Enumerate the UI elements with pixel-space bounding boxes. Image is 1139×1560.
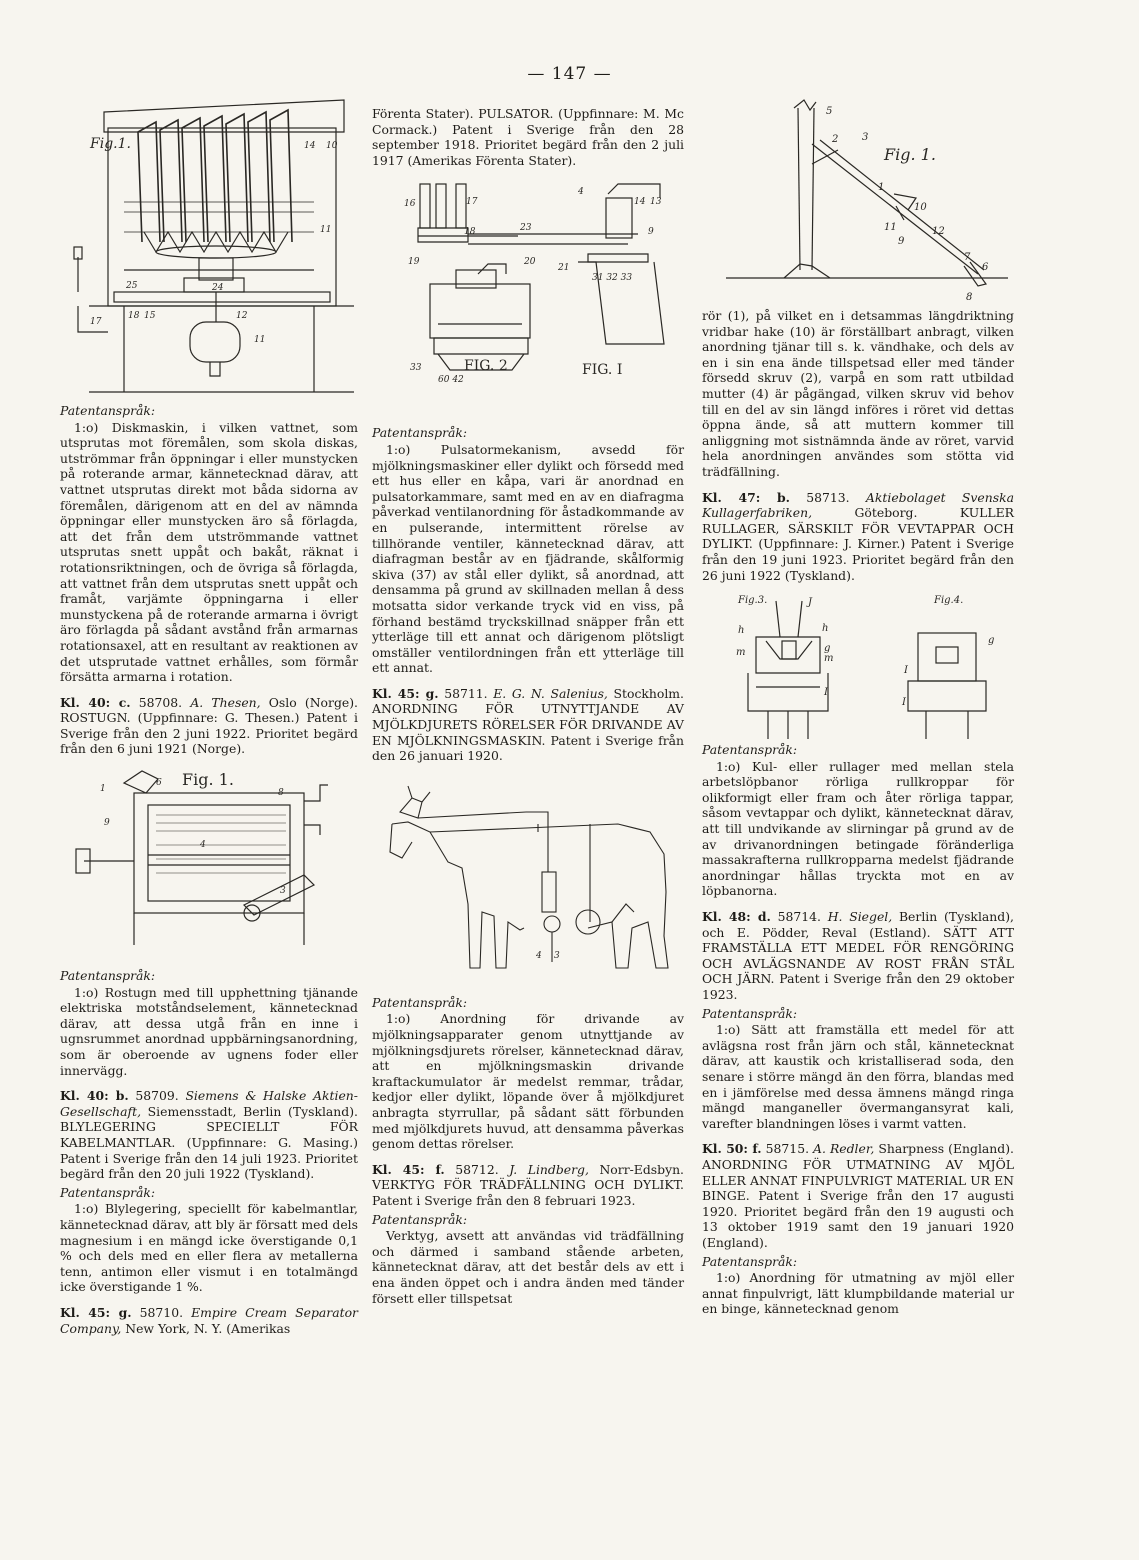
tree-tool-figure <box>708 94 1008 304</box>
svg-text:24: 24 <box>212 283 224 293</box>
claim-label: Patentanspråk: <box>60 968 156 984</box>
patent-entry <box>702 909 1014 1003</box>
svg-text:3: 3 <box>862 132 869 143</box>
applicant-name: Siemens & Halske Aktien-Gesellschaft, <box>60 1088 358 1119</box>
svg-text:g: g <box>988 635 995 647</box>
svg-text:19: 19 <box>408 257 420 268</box>
class-code: Kl. 45: f. <box>372 1161 445 1177</box>
column-1 <box>60 92 358 1336</box>
pulsator-figure-label-1: FIG. I <box>582 362 623 379</box>
svg-text:9: 9 <box>898 236 905 247</box>
svg-text:1: 1 <box>100 784 106 795</box>
class-code: Kl. 45: g. <box>372 685 439 701</box>
svg-text:I: I <box>824 687 828 699</box>
svg-text:11: 11 <box>884 222 897 233</box>
oven-figure <box>64 765 354 965</box>
bearing-figure <box>708 589 1008 739</box>
bearing-figure-label-4: Fig.4. <box>934 595 964 607</box>
svg-text:17: 17 <box>90 317 102 327</box>
svg-text:5: 5 <box>826 106 833 117</box>
dishwasher-figure-label: Fig.1. <box>90 136 131 152</box>
pulsator-figure <box>378 174 678 422</box>
claim-text: 1:o) Anordning för drivande av mjölkningsapparater genom utnyttjande av mjölkningsdjurets rörelser, kännetecknad därav, att en mjölkningsmaskin drivande kraftackumulator är medelst remmar, trådar, kedjor eller dylikt, löpande över å mjölkdjuret anbragta styrrullar, på sådant sätt förbunden med mjölkdjurets huvud, att densamma påverkas genom dettas rörelser. <box>372 1011 684 1152</box>
svg-text:12: 12 <box>932 226 945 237</box>
entry-text: Stockholm. ANORDNING FÖR UTNYTTJANDE AV MJÖLKDJURETS RÖRELSER FÖR DRIVANDE AV EN MJÖLKNINGSMASKIN. Patent i Sverige från den 26 januari 1920. <box>372 685 684 764</box>
class-code: Kl. 47: b. <box>702 489 790 505</box>
claim-label: Patentanspråk: <box>372 994 468 1010</box>
class-code: Kl. 40: b. <box>60 1088 129 1104</box>
svg-text:18: 18 <box>128 311 140 321</box>
svg-text:I: I <box>904 665 908 677</box>
entry-text: Oslo (Norge). ROSTUGN. (Uppfinnare: G. Thesen.) Patent i Sverige från den 2 juni 1922. Prioritet begärd från den 6 juni 1921 (Norge). <box>60 694 358 757</box>
claim-text: 1:o) Kul- eller rullager med mellan stela arbetslöpbanor rörliga rullkroppar för olikformigt eller fram och åter rörliga tappar, såsom vevtappar och dylikt, kännetecknat därav, att till undvikande av slirningar på grund av de av drivanordningen betingade föränderliga massakrafterna rullkropparna medelst fjädrande anordningar hållas tryckta mot en av löpbanorna. <box>702 758 1014 899</box>
claim-label: Patentanspråk: <box>702 1253 798 1269</box>
svg-text:11: 11 <box>254 335 266 345</box>
claim-label: Patentanspråk: <box>702 1005 798 1021</box>
patent-number: 58708. <box>138 694 183 710</box>
svg-text:g: g <box>824 643 831 655</box>
applicant-name: E. G. N. Salenius, <box>493 685 608 701</box>
svg-text:11: 11 <box>320 225 332 235</box>
patent-number: 58711. <box>444 685 488 701</box>
continuation-text: rör (1), på vilket en i detsammas längdriktning vridbar hake (10) är förställbart anbragt, vilken anordning tjänar till s. k. vändhake, och dels av en i sin ena ände tillspetsad eller med tänder försedd skruv (2), varpå en som ratt utbildad mutter (4) är pågängad, vilken skruv vid behov till en del av sin längd införes i röret vid dettas öppna ände, så att muttern kommer till anliggning mot sistnämnda ände av röret, varvid hela anordningen användes som stötta vid trädfällning. <box>702 308 1014 479</box>
patent-number: 58713. <box>806 489 850 505</box>
class-code: Kl. 40: c. <box>60 694 131 710</box>
claim-label: Patentanspråk: <box>60 1184 156 1200</box>
claim-text: 1:o) Diskmaskin, i vilken vattnet, som utsprutas mot föremålen, som skola diskas, utströmmar från öppningar i eller munstycken på roterande armar, kännetecknad därav, att vattnet utsprutas direkt mot båda sidorna av föremålen, därigenom att en del av nämnda öppningar eller munstycken äro så förlagda, att det från dem utströmmande vattnet utsprutas snett uppåt och bakåt, räknat i rotationsriktningen, och de övriga så förlagda, att vattnet från dem utsprutas snett uppåt och framåt, varjämte öppningarna i eller munstyckena på de roterande armarna i övrigt äro förlagda på sådant avstånd från armarnas rotationsaxel, att en resultant av reaktionen av det utsprutade vattnet erhålles, som förmår försätta armarna i rotation. <box>60 419 358 685</box>
svg-text:21: 21 <box>558 263 570 274</box>
entry-text: Göteborg. KULLER RULLAGER, SÄRSKILT FÖR VEVTAPPAR OCH DYLIKT. (Uppfinnare: J. Kirner.) Patent i Sverige från den 19 juni 1923. Prioritet begärd från den 26 juni 1922 (Tyskland). <box>702 505 1014 583</box>
claim-text: 1:o) Sätt att framställa ett medel för att avlägsna rost från järn och stål, kännetecknat därav, att kaustik och kristalliserad soda, den senare i större mängd än den förra, blandas med en i jämförelse med dessa ämnens mängd ringa mängd manganeller övermangansyrat kali, varefter blandningen löses i varmt vatten. <box>702 1022 1014 1131</box>
patent-entry <box>702 1141 1014 1250</box>
class-code: Kl. 45: g. <box>60 1304 132 1320</box>
continuation-text: Förenta Stater). PULSATOR. (Uppfinnare: M. Mc Cormack.) Patent i Sverige från den 28 september 1918. Prioritet begärd från den 2 juli 1917 (Amerikas Förenta Stater). <box>372 106 684 168</box>
svg-text:13: 13 <box>650 197 662 208</box>
entry-text: Sharpness (England). ANORDNING FÖR UTMATNING AV MJÖL ELLER ANNAT FINPULVRIGT MATERIAL UR EN BINGE. Patent i Sverige från den 17 augusti 1920. Prioritet begärd från den 19 augusti och 13 oktober 1919 samt den 19 januari 1920 (England). <box>702 1141 1014 1250</box>
patent-entry <box>60 1088 358 1182</box>
claim-text: 1:o) Blylegering, speciellt för kabelmantlar, kännetecknad därav, att bly är försatt med dels magnesium i en mängd icke överstigande 0,1 % och dels med en eller flera av metallerna tenn, antimon eller vismut i en totalmängd icke överstigande 1 %. <box>60 1201 358 1295</box>
svg-text:2: 2 <box>832 134 839 145</box>
svg-text:15: 15 <box>144 311 156 321</box>
svg-text:33: 33 <box>410 363 422 374</box>
svg-text:1: 1 <box>878 182 885 193</box>
patent-entry <box>372 686 684 764</box>
entry-text: Berlin (Tyskland), och E. Pödder, Reval (Estland). SÄTT ATT FRAMSTÄLLA ETT MEDEL FÖR RENGÖRING OCH AVLÄGSNANDE AV ROST FRÅN STÅL OCH JÄRN. Patent i Sverige från den 29 oktober 1923. <box>702 909 1014 1002</box>
patent-number: 58712. <box>455 1161 499 1177</box>
svg-text:14: 14 <box>634 197 646 208</box>
svg-text:9: 9 <box>104 818 110 829</box>
svg-text:6: 6 <box>156 778 162 789</box>
svg-text:h: h <box>822 623 829 635</box>
svg-text:20: 20 <box>524 257 536 268</box>
svg-text:10: 10 <box>326 141 338 151</box>
milking-cow-figure <box>378 772 678 992</box>
svg-text:4: 4 <box>578 187 584 198</box>
dishwasher-figure <box>64 92 354 400</box>
patent-number: 58714. <box>777 909 821 925</box>
patent-number: 58710. <box>139 1304 184 1320</box>
applicant-name: J. Lindberg, <box>509 1161 589 1177</box>
applicant-name: Empire Cream Separator Company, <box>60 1304 358 1336</box>
svg-text:m: m <box>824 653 834 665</box>
svg-text:4: 4 <box>200 840 206 851</box>
claim-label: Patentanspråk: <box>60 403 156 418</box>
applicant-name: A. Thesen, <box>190 694 261 710</box>
patent-entry <box>702 490 1014 584</box>
oven-figure-label: Fig. 1. <box>182 770 234 790</box>
svg-text:6: 6 <box>982 262 989 273</box>
bearing-figure-label-3: Fig.3. <box>738 595 768 607</box>
svg-text:12: 12 <box>236 311 248 321</box>
svg-text:18: 18 <box>464 227 476 238</box>
claim-text: 1:o) Pulsatormekanism, avsedd för mjölkningsmaskiner eller dylikt och försedd med ett hus eller en kåpa, vari är anordnad en pulsatorkammare, samt med en av en diafragma påverkad ventilanordning för åstadkommande av en pulserande, intermittent rörelse av tillhörande ventiler, kännetecknad därav, att diafragman består av en fjädrande, skålformig skiva (37) av stål eller dylikt, så anordnad, att densamma på grund av skillnaden mellan å dess motsatta sidor verkande tryck vid en viss, på förhand bestämd tryckskillnad snäpper från ett ytterläge till ett annat och därigenom plötsligt omställer ventilordningen från ett ytterläge till ett annat. <box>372 441 684 676</box>
claim-label: Patentanspråk: <box>702 742 798 758</box>
claim-label: Patentanspråk: <box>372 1211 468 1227</box>
class-code: Kl. 48: d. <box>702 909 771 925</box>
patent-number: 58715. <box>765 1141 810 1157</box>
svg-text:17: 17 <box>466 197 478 208</box>
claim-text: Verktyg, avsett att användas vid trädfällning och därmed i samband stående arbeten, kännetecknat därav, att det består dels av ett i ena änden öppet och i andra änden med tänder försett eller tillspetsat <box>372 1228 684 1306</box>
svg-text:14: 14 <box>304 141 316 151</box>
claim-text: 1:o) Anordning för utmatning av mjöl eller annat finpulvrigt, lätt klumpbildande material ur en binge, kännetecknad genom <box>702 1270 1014 1317</box>
svg-text:3: 3 <box>280 886 286 897</box>
svg-text:25: 25 <box>126 281 138 291</box>
svg-text:I: I <box>902 697 906 709</box>
svg-text:J: J <box>808 597 813 609</box>
svg-text:8: 8 <box>966 292 973 303</box>
svg-text:31 32 33: 31 32 33 <box>592 273 633 284</box>
column-2 <box>372 106 684 1306</box>
class-code: Kl. 50: f. <box>702 1141 762 1157</box>
svg-text:4: 4 <box>536 950 542 961</box>
patent-entry <box>60 695 358 757</box>
column-3 <box>702 94 1014 1317</box>
applicant-name: H. Siegel, <box>827 909 893 925</box>
svg-text:3: 3 <box>554 950 560 961</box>
entry-text: Norr-Edsbyn. VERKTYG FÖR TRÄDFÄLLNING OCH DYLIKT. Patent i Sverige från den 8 februari 1923. <box>372 1161 684 1208</box>
svg-text:16: 16 <box>404 199 416 210</box>
svg-text:23: 23 <box>520 223 532 234</box>
page-number: — 147 — <box>527 64 612 84</box>
claim-label: Patentanspråk: <box>372 425 468 441</box>
patent-entry <box>60 1305 358 1336</box>
applicant-name: Aktiebolaget Svenska Kullagerfabriken, <box>702 489 1014 521</box>
svg-text:h: h <box>738 625 745 637</box>
svg-text:7: 7 <box>964 252 971 263</box>
patent-number: 58709. <box>135 1088 179 1104</box>
svg-text:9: 9 <box>648 227 654 238</box>
svg-text:10: 10 <box>914 202 927 213</box>
claim-text: 1:o) Rostugn med till upphettning tjänande elektriska motståndselement, kännetecknad därav, att dessa utgå från en inne i ugnsrummet anordnad uppbärningsanordning, som är oberoende av ugnens foder eller innervägg. <box>60 984 358 1078</box>
entry-text: Siemensstadt, Berlin (Tyskland). BLYLEGERING SPECIELLT FÖR KABELMANTLAR. (Uppfinnare: G. Masing.) Patent i Sverige från den 14 juli 1923. Prioritet begärd från den 20 juli 1922 (Tyskland). <box>60 1103 358 1182</box>
patent-entry <box>372 1162 684 1209</box>
applicant-name: A. Redler, <box>813 1141 875 1157</box>
svg-text:m: m <box>736 647 746 659</box>
svg-text:8: 8 <box>278 788 284 799</box>
svg-text:60 42: 60 42 <box>438 375 464 386</box>
tree-tool-figure-label: Fig. 1. <box>884 145 936 164</box>
entry-text: New York, N. Y. (Amerikas <box>125 1320 291 1336</box>
pulsator-figure-label-2: FIG. 2 <box>464 358 508 375</box>
